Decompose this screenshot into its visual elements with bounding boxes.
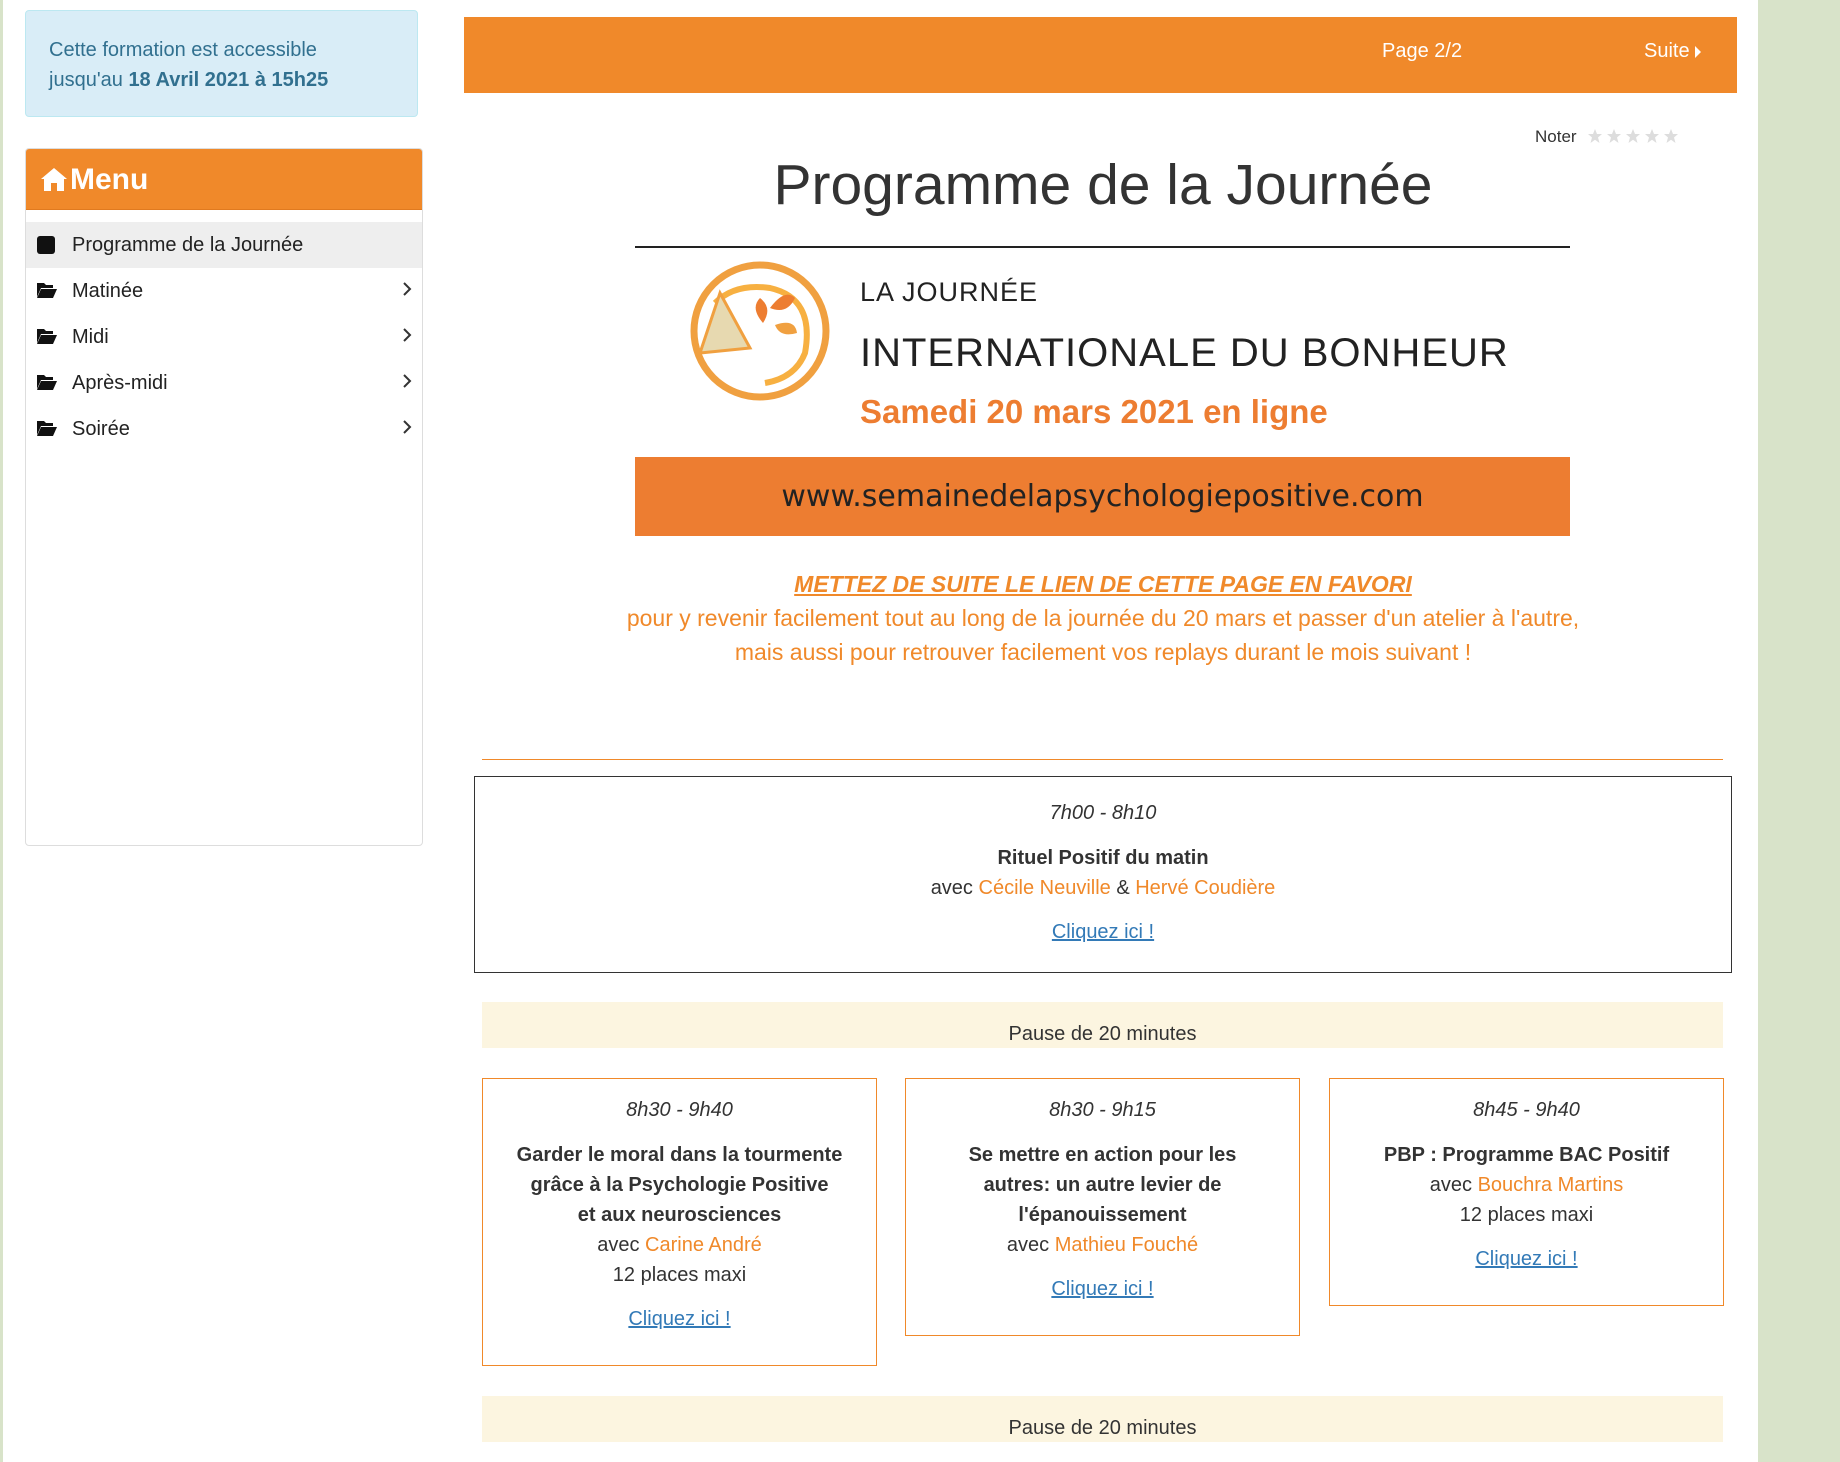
notice-prefix: jusqu'au bbox=[49, 69, 129, 91]
with-label: avec bbox=[1006, 1234, 1055, 1256]
message-line3: mais aussi pour retrouver facilement vos replays durant le mois suivant ! bbox=[734, 639, 1472, 665]
session-card-pbp bbox=[1329, 1078, 1724, 1306]
folder-open-icon bbox=[36, 281, 58, 301]
speaker-name: Bouchra Martins bbox=[1477, 1174, 1624, 1196]
session-speakers bbox=[1330, 1170, 1723, 1200]
menu-item-midi[interactable] bbox=[26, 314, 422, 360]
page bbox=[3, 0, 1758, 1462]
notice-date: 18 Avril 2021 à 15h25 bbox=[128, 69, 329, 91]
home-icon bbox=[40, 152, 68, 213]
menu-item-soiree[interactable] bbox=[26, 406, 422, 452]
banner-line3: Samedi 20 mars 2021 en ligne bbox=[860, 393, 1328, 430]
with-label: avec bbox=[930, 877, 979, 899]
folder-open-icon bbox=[36, 373, 58, 393]
banner-line2: INTERNATIONALE DU BONHEUR bbox=[860, 331, 1509, 375]
menu-item-label: Soirée bbox=[72, 417, 130, 440]
next-label: Suite bbox=[1644, 40, 1690, 62]
banner-url: www.semainedelapsychologiepositive.com bbox=[635, 457, 1570, 536]
pause-banner: Pause de 20 minutes bbox=[482, 1396, 1723, 1442]
session-card-action bbox=[905, 1078, 1300, 1336]
session-speakers bbox=[483, 1230, 876, 1260]
speaker-name: Hervé Coudière bbox=[1135, 877, 1276, 899]
session-title-line: autres: un autre levier de bbox=[983, 1174, 1222, 1196]
session-card-rituel bbox=[474, 776, 1732, 973]
session-speakers bbox=[906, 1230, 1299, 1260]
with-label: avec bbox=[597, 1234, 646, 1256]
menu-panel bbox=[25, 148, 423, 846]
pagination-bar bbox=[464, 17, 1737, 93]
square-icon bbox=[36, 235, 58, 255]
session-time: 8h30 - 9h15 bbox=[1049, 1099, 1156, 1121]
menu-title: Menu bbox=[70, 163, 149, 196]
folder-open-icon bbox=[36, 419, 58, 439]
speaker-name: Carine André bbox=[645, 1234, 762, 1256]
session-card-moral bbox=[482, 1078, 877, 1366]
session-places: 12 places maxi bbox=[612, 1264, 747, 1286]
happiness-logo-icon bbox=[675, 253, 835, 418]
notice-line1: Cette formation est accessible bbox=[49, 39, 317, 61]
session-title-line: Garder le moral dans la tourmente bbox=[516, 1144, 843, 1166]
session-title-line: grâce à la Psychologie Positive bbox=[530, 1174, 829, 1196]
menu-header bbox=[26, 149, 422, 210]
star-icon[interactable] bbox=[1625, 128, 1641, 144]
ampersand: & bbox=[1110, 877, 1136, 899]
session-time: 8h30 - 9h40 bbox=[626, 1099, 733, 1121]
banner-line1: LA JOURNÉE bbox=[860, 277, 1039, 307]
pause-banner: Pause de 20 minutes bbox=[482, 1002, 1723, 1048]
session-places: 12 places maxi bbox=[1459, 1204, 1594, 1226]
speaker-name: Cécile Neuville bbox=[978, 877, 1111, 899]
session-title: Rituel Positif du matin bbox=[997, 847, 1209, 869]
section-divider bbox=[482, 759, 1723, 760]
chevron-right-icon bbox=[402, 418, 412, 441]
session-link[interactable]: Cliquez ici ! bbox=[1051, 1278, 1154, 1300]
star-icon[interactable] bbox=[1606, 128, 1622, 144]
bookmark-message bbox=[463, 567, 1743, 669]
menu-item-matinee[interactable] bbox=[26, 268, 422, 314]
menu-item-label: Après-midi bbox=[72, 371, 168, 394]
rating bbox=[1535, 127, 1682, 149]
session-title-line: Se mettre en action pour les bbox=[968, 1144, 1237, 1166]
session-speakers bbox=[475, 873, 1731, 903]
message-line2: pour y revenir facilement tout au long de la journée du 20 mars et passer d'un atelier à l'autre, bbox=[626, 605, 1580, 631]
menu-item-label: Midi bbox=[72, 325, 109, 348]
chevron-right-icon bbox=[402, 372, 412, 395]
session-link[interactable]: Cliquez ici ! bbox=[628, 1308, 731, 1330]
star-icon[interactable] bbox=[1587, 128, 1603, 144]
folder-open-icon bbox=[36, 327, 58, 347]
rating-stars bbox=[1587, 128, 1682, 149]
next-button[interactable] bbox=[1644, 40, 1702, 63]
menu-item-programme[interactable] bbox=[26, 222, 422, 268]
caret-right-icon bbox=[1690, 40, 1702, 62]
star-icon[interactable] bbox=[1644, 128, 1660, 144]
event-banner bbox=[635, 253, 1570, 537]
rating-label: Noter bbox=[1535, 127, 1577, 146]
chevron-right-icon bbox=[402, 280, 412, 303]
title-divider bbox=[635, 246, 1570, 248]
session-title-line: et aux neurosciences bbox=[577, 1204, 782, 1226]
with-label: avec bbox=[1429, 1174, 1478, 1196]
menu-item-label: Programme de la Journée bbox=[72, 233, 304, 256]
bookmark-highlight: METTEZ DE SUITE LE LIEN DE CETTE PAGE EN FAVORI bbox=[794, 571, 1412, 597]
session-time: 7h00 - 8h10 bbox=[1049, 802, 1157, 824]
menu-item-label: Matinée bbox=[72, 279, 144, 302]
page-indicator: Page 2/2 bbox=[1382, 40, 1463, 62]
session-link[interactable]: Cliquez ici ! bbox=[1475, 1248, 1578, 1270]
session-title-line: l'épanouissement bbox=[1018, 1204, 1187, 1226]
menu-list bbox=[26, 222, 422, 452]
star-icon[interactable] bbox=[1663, 128, 1679, 144]
page-title: Programme de la Journée bbox=[773, 153, 1433, 217]
menu-item-apres-midi[interactable] bbox=[26, 360, 422, 406]
session-link[interactable]: Cliquez ici ! bbox=[1051, 921, 1155, 943]
notice-line2 bbox=[49, 65, 394, 95]
speaker-name: Mathieu Fouché bbox=[1054, 1234, 1199, 1256]
access-notice bbox=[25, 10, 418, 117]
session-time: 8h45 - 9h40 bbox=[1473, 1099, 1580, 1121]
chevron-right-icon bbox=[402, 326, 412, 349]
session-title: PBP : Programme BAC Positif bbox=[1383, 1144, 1670, 1166]
